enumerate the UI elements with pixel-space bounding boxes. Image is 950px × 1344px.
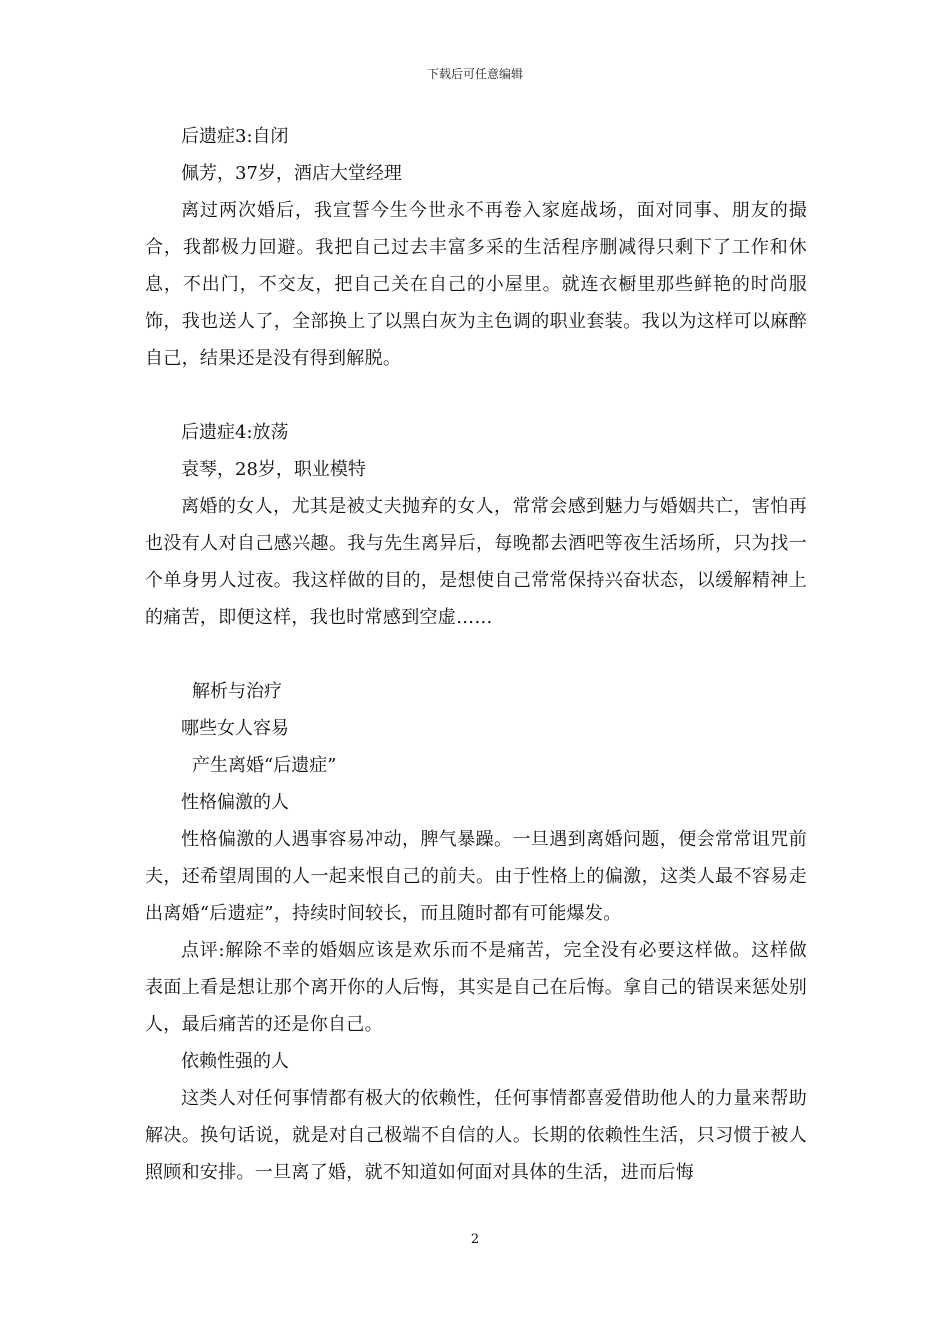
document-body	[145, 118, 807, 1191]
spacer	[145, 636, 807, 673]
comment-extreme: 点评:解除不幸的婚姻应该是欢乐而不是痛苦，完全没有必要这样做。这样做表面上看是想让那个离开你的人后悔，其实是自己在后悔。拿自己的错误来惩处别人，最后痛苦的还是你自己。	[145, 940, 807, 1035]
type-body-extreme: 性格偏激的人遇事容易冲动，脾气暴躁。一旦遇到离婚问题，便会常常诅咒前夫，还希望周围的人一起来恨自己的前夫。由于性格上的偏激，这类人最不容易走出离婚“后遗症”，持续时间较长，而且随时都有可能爆发。	[145, 829, 807, 924]
type-heading-extreme: 性格偏激的人	[181, 792, 289, 813]
section-title-promiscuity: 后遗症4:放荡	[181, 422, 289, 443]
case-body-yuanqin: 离婚的女人，尤其是被丈夫抛弃的女人，常常会感到魅力与婚姻共亡，害怕再也没有人对自己感兴趣。我与先生离异后，每晚都去酒吧等夜生活场所，只为找一个单身男人过夜。我这样做的目的，是想使自己常常保持兴奋状态，以缓解精神上的痛苦，即便这样，我也时常感到空虚……	[145, 496, 807, 628]
case-person-peifang: 佩芳，37岁，酒店大堂经理	[181, 163, 402, 184]
who-heading-line2: 产生离婚“后遗症”	[192, 755, 337, 776]
type-body-dependent: 这类人对任何事情都有极大的依赖性，任何事情都喜爱借助他人的力量来帮助解决。换句话说，就是对自己极端不自信的人。长期的依赖性生活，只习惯于被人照顾和安排。一旦离了婚，就不知道如何面对具体的生活，进而后悔	[145, 1088, 807, 1183]
case-body-peifang: 离过两次婚后，我宣誓今生今世永不再卷入家庭战场，面对同事、朋友的撮合，我都极力回避。我把自己过去丰富多采的生活程序删减得只剩下了工作和休息，不出门，不交友，把自己关在自己的小屋里。就连衣橱里那些鲜艳的时尚服饰，我也送人了，全部换上了以黑白灰为主色调的职业套装。我以为这样可以麻醉自己，结果还是没有得到解脱。	[145, 200, 807, 369]
case-person-yuanqin: 袁琴，28岁，职业模特	[181, 459, 366, 480]
type-heading-dependent: 依赖性强的人	[181, 1051, 289, 1072]
page-header: 下载后可任意编辑	[426, 67, 523, 81]
spacer	[145, 377, 807, 414]
analysis-heading: 解析与治疗	[192, 681, 282, 702]
who-heading-line1: 哪些女人容易	[181, 718, 289, 739]
page-number: 2	[470, 1232, 480, 1247]
section-title-autism: 后遗症3:自闭	[181, 126, 289, 147]
